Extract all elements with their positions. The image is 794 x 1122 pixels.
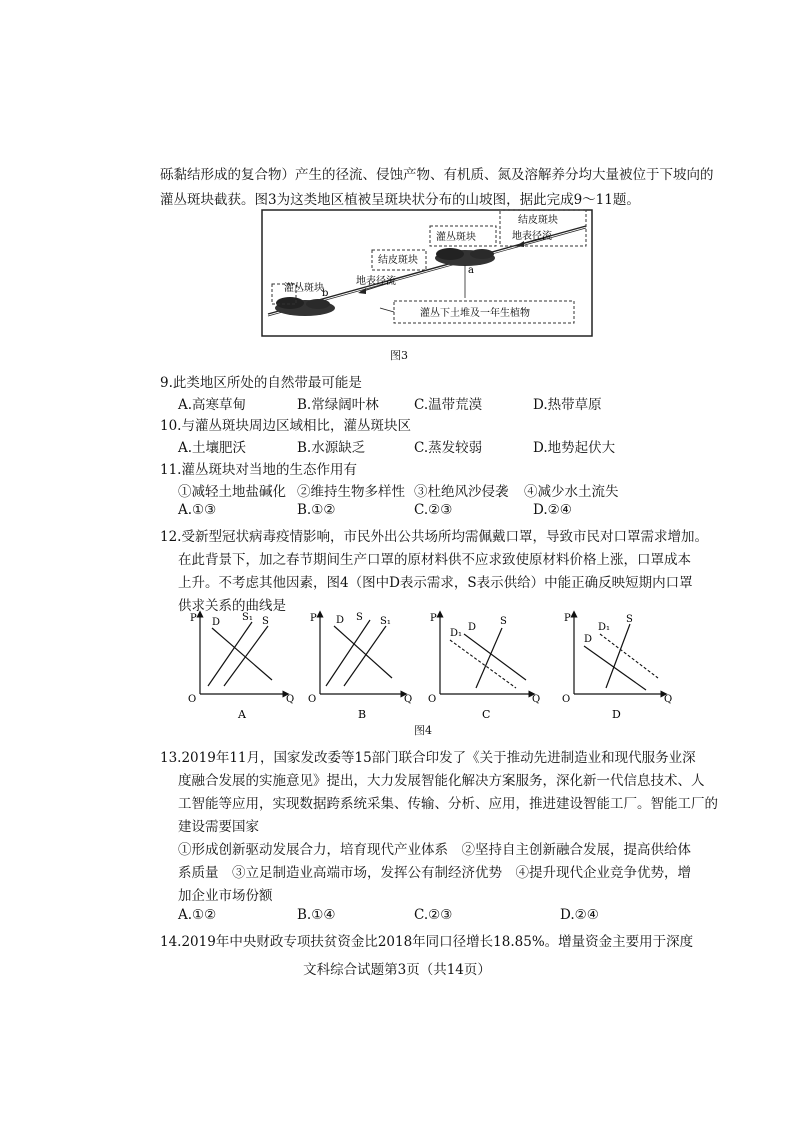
q9-option-c: C.温带荒漠 [414,397,483,413]
q9-option-b: B.常绿阔叶林 [297,397,379,413]
q11-stem: 11.灌丛斑块对当地的生态作用有 [160,462,357,478]
graph-d-q-label: Q [664,694,673,705]
graph-a-curve-s1: S₁ [242,612,253,623]
q10-option-c: C.蒸发较弱 [414,440,483,456]
label-runoff-right: 地表径流 [512,231,552,242]
q12-stem-line-1: 12.受新型冠状病毒疫情影响，市民外出公共场所均需佩戴口罩，导致市民对口罩需求增加。 [160,529,708,545]
q13-statements-line-2: 系质量 ③立足制造业高端市场，发挥公有制经济优势 ④提升现代企业竞争优势，增 [178,865,691,881]
q13-option-b: B.①④ [297,907,336,923]
q11-option-c: C.②③ [414,502,453,518]
label-b: b [322,288,329,299]
q11-option-d: D.②④ [533,502,572,518]
graph-c-supply-curve-s [476,628,502,688]
label-crust-mid: 结皮斑块 [378,255,418,266]
label-runoff-mid: 地表径流 [356,276,396,287]
q9-stem: 9.此类地区所处的自然带最可能是 [160,375,362,391]
graph-a [188,612,294,721]
graph-a-q-label: Q [286,694,295,705]
shrub-patch-upper [435,248,495,266]
q10-option-b: B.水源缺乏 [297,440,366,456]
graph-d-p-label: P [564,613,571,624]
graph-a-supply-curve-s1 [208,622,252,686]
figure-4-caption: 图4 [414,724,432,737]
q13-option-d: D.②④ [560,907,599,923]
q12-stem-line-3: 上升。不考虑其他因素，图4（图中D表示需求，S表示供给）中能正确反映短期内口罩 [178,575,693,591]
graph-b-curve-s: S [356,612,363,623]
graph-c-q-label: Q [532,694,541,705]
graph-a-curve-s: S [262,616,269,627]
graph-d-origin: O [562,694,571,705]
graph-a-supply-curve-s [224,626,268,686]
graph-b-demand-curve [334,626,392,678]
graph-d-curve-s: S [626,614,633,625]
graph-a-curve-d: D [212,617,221,628]
label-patch-lower: 灌丛斑块 [284,283,324,294]
page-footer: 文科综合试题第3页（共14页） [303,962,491,978]
graph-a-origin: O [188,694,197,705]
q13-stem-line-4: 建设需要国家 [178,819,259,835]
graph-d-demand-curve-d1 [600,634,658,678]
label-a: a [468,265,474,276]
q10-option-d: D.地势起伏大 [533,440,616,456]
q14-stem: 14.2019年中央财政专项扶贫资金比2018年同口径增长18.85%。增量资金主要用于深度 [160,934,694,950]
q10-stem: 10.与灌丛斑块周边区域相比，灌丛斑块区 [160,418,411,434]
q13-option-a: A.①② [178,907,217,923]
q9-option-a: A.高寒草甸 [178,397,247,413]
label-soil-box: 灌丛下土堆及一年生植物 [420,308,530,319]
graph-d-supply-curve-s [606,624,630,688]
label-patch-upper: 灌丛斑块 [436,232,476,243]
graph-b-curve-s1: S₁ [380,616,391,627]
q13-stem-line-2: 度融合发展的实施意见》提出，大力发展智能化解决方案服务，深化新一代信息技术、人 [178,773,705,789]
intro-line-2: 灌丛斑块截获。图3为这类地区植被呈斑块状分布的山坡图，据此完成9～11题。 [160,192,640,208]
label-crust-right: 结皮斑块 [518,215,558,226]
graph-c-demand-curve-d1 [450,640,516,688]
graph-b-label: B [358,708,367,721]
graph-b-origin: O [308,694,317,705]
graph-d-curve-d: D [584,634,593,645]
q10-option-a: A.土壤肥沃 [178,440,247,456]
q13-option-c: C.②③ [414,907,453,923]
q9-option-d: D.热带草原 [533,397,602,413]
q13-statements-line-3: 加企业市场份额 [178,888,273,904]
graph-c-origin: O [428,694,437,705]
intro-line-1: 砾黏结形成的复合物）产生的径流、侵蚀产物、有机质、氮及溶解养分均大量被位于下坡向的 [160,167,714,183]
q11-statement-3: ③杜绝风沙侵袭 [414,484,509,500]
graph-a-p-label: P [190,613,197,624]
graph-c-p-label: P [430,613,437,624]
figure-4-graphs [0,608,794,738]
graph-c-curve-s: S [500,616,507,627]
graph-c-curve-d: D [468,622,477,633]
graph-a-label: A [238,708,246,721]
graph-d [562,613,672,721]
graph-b-curve-d: D [336,615,345,626]
graph-b-p-label: P [310,613,317,624]
q11-statement-2: ②维持生物多样性 [297,484,405,500]
q11-option-b: B.①② [297,502,336,518]
q13-stem-line-3: 工智能等应用，实现数据跨系统采集、传输、分析、应用，推进建设智能工厂。智能工厂的 [178,796,718,812]
q11-option-a: A.①③ [178,502,217,518]
figure-3-caption: 图3 [390,349,408,362]
q11-statement-1: ①减轻土地盐碱化 [178,484,286,500]
graph-b-supply-curve-s1 [344,626,386,686]
q11-statement-4: ④减少水土流失 [524,484,619,500]
q12-stem-line-2: 在此背景下，加之春节期间生产口罩的原材料供不应求致使原材料价格上涨，口罩成本 [178,552,691,568]
graph-d-label: D [612,708,621,721]
graph-b-q-label: Q [404,694,413,705]
q12-stem-line-4: 供求关系的曲线是 [178,598,286,614]
graph-c-label: C [482,708,491,721]
graph-b [308,612,412,721]
graph-c-curve-d1: D₁ [450,628,463,639]
graph-d-demand-curve-d [584,646,646,690]
q13-stem-line-1: 13.2019年11月，国家发改委等15部门联合印发了《关于推动先进制造业和现代服务业深 [160,750,696,766]
q13-statements-line-1: ①形成创新驱动发展合力，培育现代产业体系 ②坚持自主创新融合发展，提高供给体 [178,842,691,858]
graph-d-curve-d1: D₁ [598,622,611,633]
graph-c [428,613,540,721]
figure-3-slope-diagram [0,208,794,348]
